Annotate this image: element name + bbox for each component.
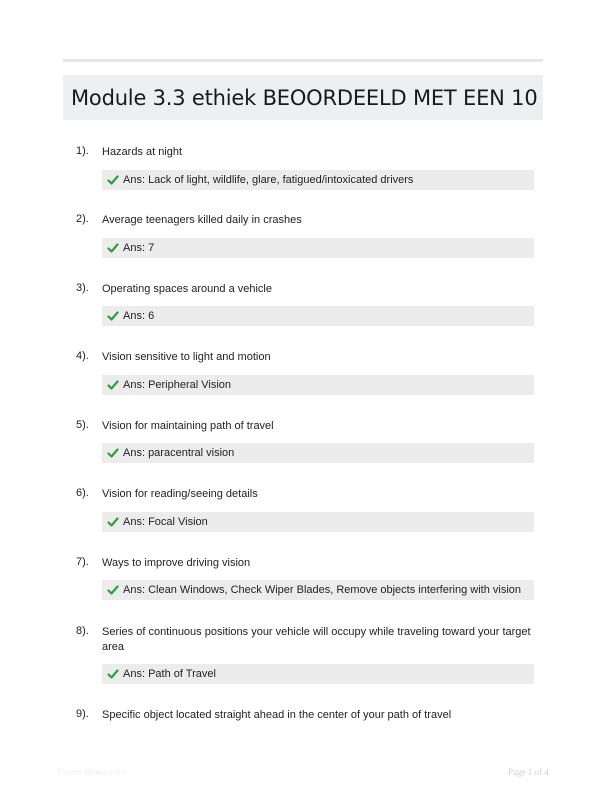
question-number: 8). [76, 625, 89, 637]
question-number: 3). [76, 282, 89, 294]
question-number: 1). [76, 145, 89, 157]
answer-text: Ans: Focal Vision [123, 516, 208, 528]
top-divider [63, 59, 543, 62]
check-icon [107, 174, 119, 186]
answer-text: Ans: 7 [123, 242, 155, 254]
answer-text: Ans: 6 [123, 310, 155, 322]
footer-watermark: Paper Biblio.com [58, 767, 127, 777]
answer-box [102, 306, 534, 326]
answer-text: Ans: Lack of light, wildlife, glare, fatigued/intoxicated drivers [123, 174, 414, 186]
check-icon [107, 310, 119, 322]
answer-box [102, 664, 534, 684]
answer-text: Ans: Path of Travel [123, 668, 216, 680]
answer-box [102, 580, 534, 600]
question-text: Average teenagers killed daily in crashes [102, 214, 302, 226]
answer-box [102, 238, 534, 258]
question-text: Specific object located straight ahead in the center of your path of travel [102, 709, 452, 721]
check-icon [107, 584, 119, 596]
answer-text: Ans: Peripheral Vision [123, 379, 232, 391]
question-number: 2). [76, 213, 89, 225]
page-number: Page 1 of 4 [508, 767, 549, 777]
answer-text: Ans: paracentral vision [123, 447, 235, 459]
answer-box [102, 512, 534, 532]
question-text: Vision for reading/seeing details [102, 488, 258, 500]
question-number: 5). [76, 419, 89, 431]
question-text: Operating spaces around a vehicle [102, 283, 272, 295]
question-text: Vision sensitive to light and motion [102, 351, 271, 363]
question-number: 7). [76, 556, 89, 568]
answer-box [102, 443, 534, 463]
answer-text: Ans: Clean Windows, Check Wiper Blades, Remove objects interfering with vision [123, 584, 521, 596]
check-icon [107, 668, 119, 680]
question-number: 9). [76, 708, 89, 720]
question-text: Ways to improve driving vision [102, 557, 251, 569]
question-text: Vision for maintaining path of travel [102, 420, 274, 432]
answer-box [102, 170, 534, 190]
title-box [63, 75, 543, 120]
check-icon [107, 447, 119, 459]
question-number: 6). [76, 487, 89, 499]
question-number: 4). [76, 350, 89, 362]
check-icon [107, 516, 119, 528]
page-title: Module 3.3 ethiek BEOORDEELD MET EEN 10 [71, 85, 538, 110]
answer-box [102, 375, 534, 395]
check-icon [107, 242, 119, 254]
check-icon [107, 379, 119, 391]
question-text: Series of continuous positions your vehicle will occupy while traveling toward your target area [102, 626, 531, 653]
question-text: Hazards at night [102, 146, 183, 158]
